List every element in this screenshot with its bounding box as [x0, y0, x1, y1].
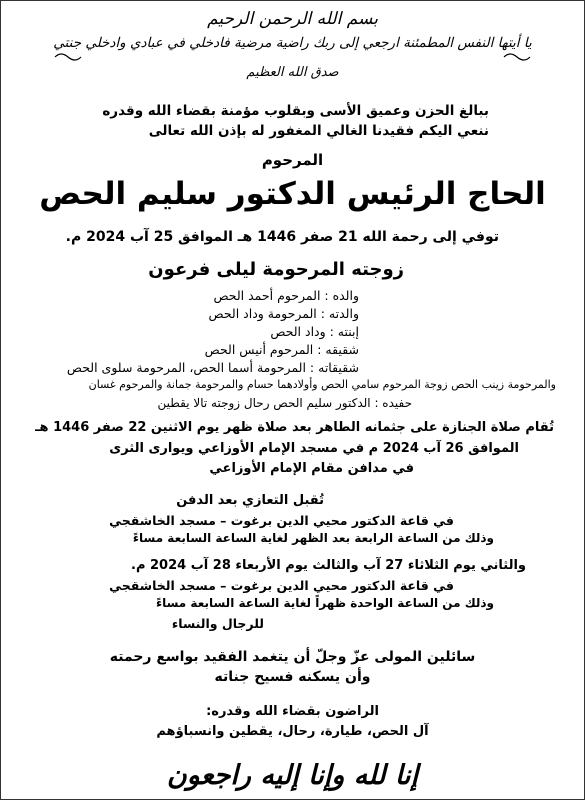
intro-line-2: ننعي اليكم فقيدنا الغالي المغفور له بإذن الله تعالى: [148, 123, 489, 139]
sisters-more-line: والمرحومة زينب الحص زوجة المرحوم سامي الحص وأولادهما حسام والمرحومة جمانة والمرحوم غسان: [88, 378, 556, 391]
basmala: بسم الله الرحمن الرحيم: [207, 9, 378, 29]
daughter-line: إبنته : وداد الحص: [270, 324, 359, 339]
condolences-place-2: في قاعة الدكتور محيي الدين برغوت – مسجد الخاشقجي: [109, 578, 454, 593]
mother-line: والدته : المرحومة وداد الحص: [208, 306, 359, 321]
deceased-name: الحاج الرئيس الدكتور سليم الحص: [39, 176, 546, 212]
death-date: توفي إلى رحمة الله 21 صفر 1446 هـ الموافق 25 آب 2024 م.: [65, 229, 499, 245]
condolences-heading: تُقبل التعازي بعد الدفن: [176, 493, 324, 508]
closing-verse: إنا لله وإنا إليه راجعون: [166, 760, 419, 791]
prayer-line-2: وأن يسكنه فسيح جناته: [214, 669, 371, 685]
intro-line-1: ببالغ الحزن وعميق الأسى وبقلوب مؤمنة بقضاء الله وقدره: [102, 103, 489, 119]
funeral-line-2: الموافق 26 آب 2024 م في مسجد الإمام الأوزاعي ويوارى الثرى: [109, 441, 519, 456]
sisters-line: شقيقاته : المرحومة أسما الحص، المرحومة سلوى الحص: [66, 360, 359, 375]
quran-verse: يا أيتها النفس المطمئنة ارجعي إلى ربك راضية مرضية فادخلي في عبادي وادخلي جنتي: [53, 35, 532, 51]
signature-families: آل الحص، طيارة، رحال، يقطين وانسباؤهم: [156, 724, 429, 739]
intro-line-3: المرحوم: [261, 151, 324, 169]
prayer-line-1: سائلين المولى عزّ وجلّ أن يتغمد الفقيد بواسع رحمته: [109, 649, 476, 665]
funeral-line-1: تُقام صلاة الجنازة على جثمانه الطاهر بعد صلاة ظهر يوم الاثنين 22 صفر 1446 هـ: [35, 420, 554, 435]
ornament-right: [502, 51, 532, 63]
condolences-time-1: وذلك من الساعة الرابعة بعد الظهر لغاية الساعة السابعة مساءً: [132, 531, 494, 545]
father-line: والده : المرحوم أحمد الحص: [213, 288, 359, 303]
condolences-audience: للرجال والنساء: [171, 616, 264, 631]
condolences-time-2: وذلك من الساعة الواحدة ظهراً لغاية الساعة السابعة مساءً: [155, 596, 494, 610]
signature-intro: الراضون بقضاء الله وقدره:: [206, 704, 379, 719]
condolences-days-2: والثاني يوم الثلاثاء 27 آب والثالث يوم الأربعاء 28 آب 2024 م.: [131, 558, 526, 573]
condolences-place-1: في قاعة الدكتور محيي الدين برغوت – مسجد الخاشقجي: [109, 513, 454, 528]
wife-line: زوجته المرحومة ليلى فرعون: [148, 259, 404, 280]
sadaqa-line: صدق الله العظيم: [246, 65, 339, 80]
grandson-line: حفيده : الدكتور سليم الحص رحال زوجته تالا يقطين: [157, 396, 412, 410]
brother-line: شقيقه : المرحوم أنيس الحص: [204, 342, 359, 357]
funeral-line-3: في مدافن مقام الإمام الأوزاعي: [209, 461, 414, 476]
